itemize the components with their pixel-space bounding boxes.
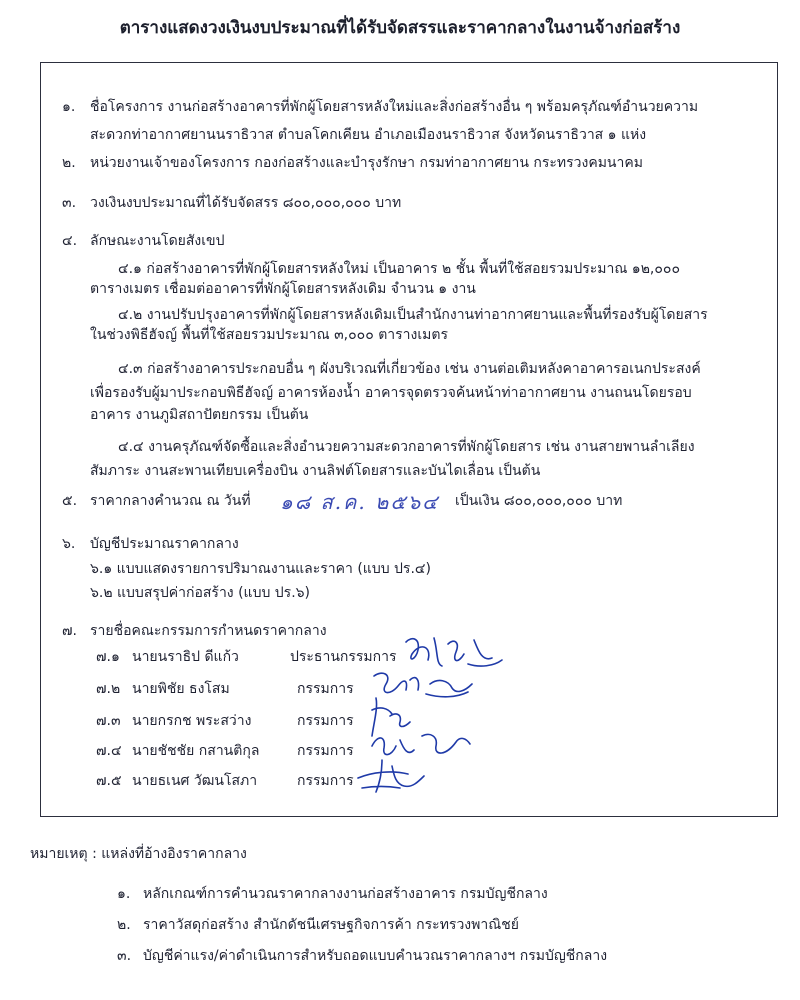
item-4-3-line-3: อาคาร งานภูมิสถาปัตยกรรม เป็นต้น [90, 407, 309, 423]
member-role: กรรมการ [297, 743, 354, 759]
item-5-amount: เป็นเงิน ๘๐๐,๐๐๐,๐๐๐ บาท [455, 493, 623, 509]
member-name: นายชัชชัย กสานติกุล [132, 743, 260, 759]
note-number: ๑. [117, 886, 131, 902]
item-7-number: ๗. [62, 623, 77, 639]
item-2-number: ๒. [62, 155, 76, 171]
member-name: นายนราธิป ดีแก้ว [132, 649, 239, 665]
item-4-3-line-2: เพื่อรองรับผู้มาประกอบพิธีฮัจญ์ อาคารห้องน้ำ อาคารจุดตรวจค้นหน้าท่าอากาศยาน งานถนนโดยรอบ [90, 385, 692, 401]
item-4-number: ๔. [62, 233, 78, 249]
item-1-number: ๑. [62, 99, 76, 115]
member-role: กรรมการ [297, 773, 354, 789]
note-text: บัญชีค่าแรง/ค่าดำเนินการสำหรับถอดแบบคำนวณราคากลางฯ กรมบัญชีกลาง [143, 948, 608, 964]
item-4-3-line-1: ๔.๓ ก่อสร้างอาคารประกอบอื่น ๆ ผังบริเวณที่เกี่ยวข้อง เช่น งานต่อเติมหลังคาอาคารอเนกประสงค์ [118, 361, 701, 377]
item-3-number: ๓. [62, 195, 77, 211]
member-index: ๗.๒ [96, 681, 121, 697]
item-6-heading: บัญชีประมาณราคากลาง [90, 536, 239, 552]
handwritten-date: ๑๘ ส.ค. ๒๕๖๔ [280, 490, 440, 514]
member-name: นายธเนศ วัฒนโสภา [132, 773, 258, 789]
member-name: นายพิชัย ธงโสม [132, 681, 230, 697]
note-number: ๒. [117, 917, 131, 933]
member-role: กรรมการ [297, 713, 354, 729]
item-4-heading: ลักษณะงานโดยสังเขป [90, 233, 225, 249]
note-number: ๓. [117, 948, 132, 964]
member-index: ๗.๓ [96, 713, 121, 729]
member-index: ๗.๑ [96, 649, 120, 665]
item-4-4-line-1: ๔.๔ งานครุภัณฑ์จัดซื้อและสิ่งอำนวยความสะดวกอาคารที่พักผู้โดยสาร เช่น งานสายพานลำเลียง [118, 439, 695, 455]
item-6-number: ๖. [62, 536, 76, 552]
document-title: ตารางแสดงวงเงินงบประมาณที่ได้รับจัดสรรและราคากลางในงานจ้างก่อสร้าง [119, 18, 681, 38]
item-6-1: ๖.๑ แบบแสดงรายการปริมาณงานและราคา (แบบ ปร.๔) [90, 561, 431, 577]
note-text: ราคาวัสดุก่อสร้าง สำนักดัชนีเศรษฐกิจการค้า กระทรวงพาณิชย์ [143, 917, 519, 933]
item-4-1-line-1: ๔.๑ ก่อสร้างอาคารที่พักผู้โดยสารหลังใหม่ เป็นอาคาร ๒ ชั้น พื้นที่ใช้สอยรวมประมาณ ๑๒,๐๐๐ [118, 261, 681, 277]
member-role: กรรมการ [297, 681, 354, 697]
member-index: ๗.๔ [96, 743, 122, 759]
item-3-text: วงเงินงบประมาณที่ได้รับจัดสรร ๘๐๐,๐๐๐,๐๐๐ บาท [90, 195, 402, 211]
member-index: ๗.๕ [96, 773, 122, 789]
item-4-2-line-1: ๔.๒ งานปรับปรุงอาคารที่พักผู้โดยสารหลังเดิมเป็นสำนักงานท่าอากาศยานและพื้นที่รองรับผู้โดยสาร [118, 307, 708, 323]
member-name: นายกรกช พระสว่าง [132, 713, 252, 729]
item-6-2: ๖.๒ แบบสรุปค่าก่อสร้าง (แบบ ปร.๖) [90, 585, 311, 601]
signature-5 [352, 756, 432, 796]
item-4-2-line-2: ในช่วงพิธีฮัจญ์ พื้นที่ใช้สอยรวมประมาณ ๓,๐๐๐ ตารางเมตร [90, 327, 448, 343]
item-1-line-1: ชื่อโครงการ งานก่อสร้างอาคารที่พักผู้โดยสารหลังใหม่และสิ่งก่อสร้างอื่น ๆ พร้อมครุภัณฑ์อำนวยความ [90, 99, 699, 115]
item-4-4-line-2: สัมภาระ งานสะพานเทียบเครื่องบิน งานลิฟต์โดยสารและบันไดเลื่อน เป็นต้น [90, 463, 541, 479]
item-1-line-2: สะดวกท่าอากาศยานนราธิวาส ตำบลโคกเคียน อำเภอเมืองนราธิวาส จังหวัดนราธิวาส ๑ แห่ง [90, 127, 647, 143]
item-5-number: ๕. [62, 493, 78, 509]
item-4-1-line-2: ตารางเมตร เชื่อมต่ออาคารที่พักผู้โดยสารหลังเดิม จำนวน ๑ งาน [90, 281, 476, 297]
member-role: ประธานกรรมการ [290, 649, 397, 665]
notes-heading: หมายเหตุ : แหล่งที่อ้างอิงราคากลาง [30, 846, 247, 862]
item-7-heading: รายชื่อคณะกรรมการกำหนดราคากลาง [90, 623, 327, 639]
note-text: หลักเกณฑ์การคำนวณราคากลางงานก่อสร้างอาคาร กรมบัญชีกลาง [143, 886, 548, 902]
item-5-label: ราคากลางคำนวณ ณ วันที่ [90, 493, 251, 509]
item-2-text: หน่วยงานเจ้าของโครงการ กองก่อสร้างและบำรุงรักษา กรมท่าอากาศยาน กระทรวงคมนาคม [90, 155, 643, 171]
